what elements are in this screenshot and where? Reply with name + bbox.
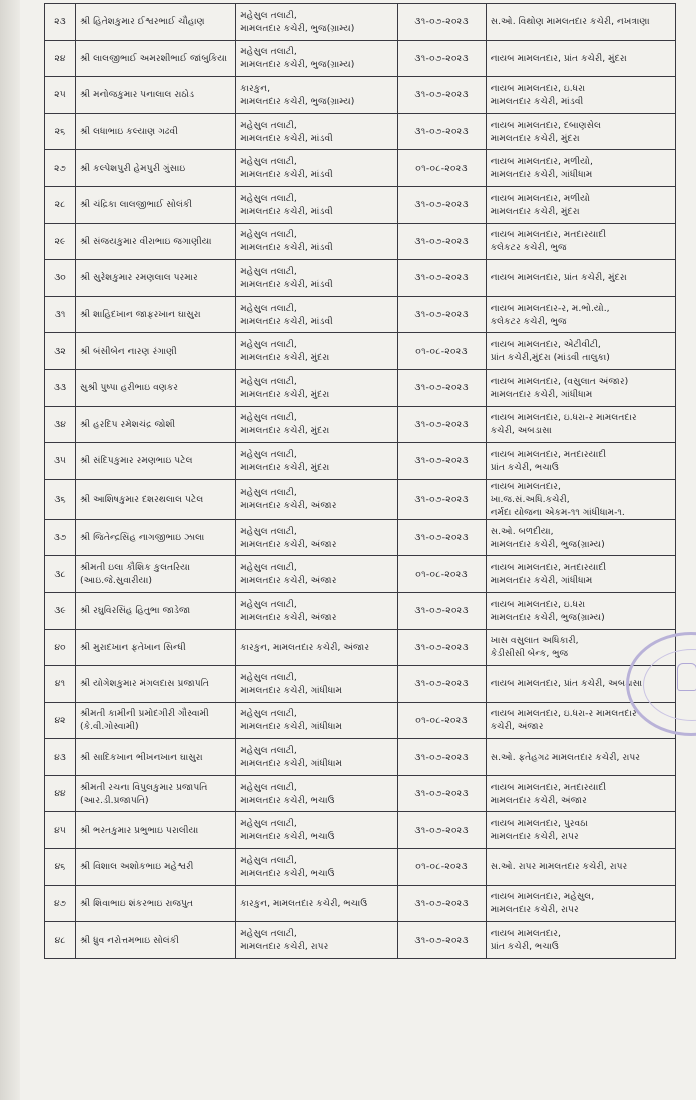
serial-number-cell: ૪૫ xyxy=(45,812,76,849)
new-posting-line: નાયબ મામલતદાર, પ્રાંત કચેરી, અબડાસા xyxy=(490,678,643,690)
current-post-line: મહેસુલ તલાટી, xyxy=(240,375,297,387)
date-cell: ૩૧-૦૭-૨૦૨૩ xyxy=(397,113,486,150)
serial-number-cell: ૪૪ xyxy=(45,775,76,812)
current-post-line: મહેસુલ તલાટી, xyxy=(240,745,297,757)
date-cell: ૦૧-૦૮-૨૦૨૩ xyxy=(397,556,486,593)
current-post-line: કારકુન, xyxy=(240,82,271,94)
new-posting-line: નાયબ મામલતદાર, મળીયો, xyxy=(490,156,593,168)
current-post-cell xyxy=(236,922,397,959)
table-row xyxy=(45,150,676,187)
employee-name-cell xyxy=(76,812,236,849)
date-cell: ૩૧-૦૭-૨૦૨૩ xyxy=(397,77,486,114)
date-cell: ૦૧-૦૮-૨૦૨૩ xyxy=(397,849,486,886)
employee-name-line: શ્રી લધાભાઇ કલ્યાણ ગઢવી xyxy=(80,126,178,138)
employee-name-cell xyxy=(76,77,236,114)
employee-name-cell xyxy=(76,113,236,150)
new-posting-line: નાયબ મામલતદાર, (વસુલાત અંજાર) xyxy=(490,375,629,387)
date-cell: ૩૧-૦૭-૨૦૨૩ xyxy=(397,40,486,77)
date-cell: ૩૧-૦૭-૨૦૨૩ xyxy=(397,629,486,666)
new-posting-cell xyxy=(486,113,675,150)
current-post-cell xyxy=(236,556,397,593)
current-post-line: મહેસુલ તલાટી, xyxy=(240,671,297,683)
employee-name-line: શ્રી આશિષકુમાર દશરથલાલ પટેલ xyxy=(80,493,204,505)
employee-name-cell xyxy=(76,556,236,593)
new-posting-line: મામલતદાર કચેરી, રાપર xyxy=(490,831,579,843)
date-cell: ૩૧-૦૭-૨૦૨૩ xyxy=(397,592,486,629)
current-post-line: મામલતદાર કચેરી, મુંદરા xyxy=(240,461,330,473)
employee-name-line: શ્રી ચંદ્રિકા લાલજીભાઈ સોલંકી xyxy=(80,199,193,211)
current-post-line: મામલતદાર કચેરી, ભચાઉ xyxy=(240,831,335,843)
new-posting-cell xyxy=(486,186,675,223)
new-posting-cell xyxy=(486,223,675,260)
new-posting-cell xyxy=(486,40,675,77)
new-posting-line: મામલતદાર કચેરી, મુંદરા xyxy=(490,132,580,144)
employee-name-line: શ્રી રઘુવિરસિંહ હિતુભા જાડેજા xyxy=(80,605,191,617)
new-posting-line: ખા.જ.સં.અધિ.કચેરી, xyxy=(490,493,570,505)
serial-number-cell: ૩૭ xyxy=(45,519,76,556)
new-posting-line: નાયબ મામલતદાર, મતદારયાદી xyxy=(490,562,607,574)
new-posting-line: નાયબ મામલતદાર, ઇ.ધરા xyxy=(490,82,586,94)
serial-number-cell: ૩૯ xyxy=(45,592,76,629)
current-post-line: મામલતદાર કચેરી, અંજાર xyxy=(240,575,337,587)
new-posting-cell xyxy=(486,849,675,886)
current-post-cell xyxy=(236,775,397,812)
date-cell: ૩૧-૦૭-૨૦૨૩ xyxy=(397,812,486,849)
employee-name-cell xyxy=(76,885,236,922)
table-row xyxy=(45,4,676,41)
current-post-cell xyxy=(236,223,397,260)
date-cell: ૩૧-૦૭-૨૦૨૩ xyxy=(397,4,486,41)
current-post-line: મહેસુલ તલાટી, xyxy=(240,302,297,314)
serial-number-cell: ૩૬ xyxy=(45,479,76,519)
new-posting-cell xyxy=(486,369,675,406)
new-posting-cell xyxy=(486,519,675,556)
date-cell: ૩૧-૦૭-૨૦૨૩ xyxy=(397,443,486,480)
table-row xyxy=(45,775,676,812)
new-posting-cell xyxy=(486,260,675,297)
employee-name-line: શ્રી હિતેશકુમાર ઈશ્વરભાઈ ચૌહાણ xyxy=(80,16,205,28)
new-posting-line: સ.ઓ. ફતેહગઢ મામલતદાર કચેરી, રાપર xyxy=(490,751,641,763)
date-cell: ૩૧-૦૭-૨૦૨૩ xyxy=(397,406,486,443)
employee-name-line: શ્રીમતી રચના વિપુલકુમાર પ્રજાપતિ xyxy=(80,781,208,793)
current-post-line: મામલતદાર કચેરી, ભુજ(ગ્રામ્ય) xyxy=(240,95,355,107)
employee-name-cell xyxy=(76,369,236,406)
current-post-cell xyxy=(236,369,397,406)
serial-number-cell: ૪૩ xyxy=(45,739,76,776)
employee-name-line: શ્રી ભરતકુમાર પ્રભુભાઇ પરાલીયા xyxy=(80,824,199,836)
new-posting-line: નાયબ મામલતદાર, મતદારયાદી xyxy=(490,781,607,793)
new-posting-cell xyxy=(486,922,675,959)
employee-name-line: શ્રી લાલજીભાઈ અમરશીભાઈ જાંબુકિયા xyxy=(80,52,228,64)
current-post-line: મહેસુલ તલાટી, xyxy=(240,525,297,537)
employee-name-cell xyxy=(76,702,236,739)
new-posting-line: નાયબ મામલતદાર, ઇ.ધરા-ર મામલતદાર xyxy=(490,412,637,424)
new-posting-line: મામલતદાર કચેરી, ગાંધીધામ xyxy=(490,169,593,181)
new-posting-line: ખાસ વસુલાત અધિકારી, xyxy=(490,635,579,647)
new-posting-line: મામલતદાર કચેરી, માંડવી xyxy=(490,95,584,107)
new-posting-line: નાયબ મામલતદાર, ઇ.ધરા-ર મામલતદાર xyxy=(490,708,637,720)
current-post-cell xyxy=(236,519,397,556)
new-posting-cell xyxy=(486,443,675,480)
employee-name-line: શ્રી વિશાલ અશોકભાઇ મહેશ્વરી xyxy=(80,861,194,873)
current-post-line: મહેસુલ તલાટી, xyxy=(240,598,297,610)
current-post-cell xyxy=(236,702,397,739)
new-posting-line: નાયબ મામલતદાર, મહેસુલ, xyxy=(490,891,595,903)
employee-name-line: (આર.ડી.પ્રજાપતિ) xyxy=(80,794,149,806)
new-posting-cell xyxy=(486,77,675,114)
table-row xyxy=(45,443,676,480)
current-post-cell xyxy=(236,333,397,370)
serial-number-cell: ૪૬ xyxy=(45,849,76,886)
table-row xyxy=(45,77,676,114)
current-post-line: મામલતદાર કચેરી, ગાંધીધામ xyxy=(240,758,343,770)
employee-name-cell xyxy=(76,666,236,703)
table-row xyxy=(45,369,676,406)
new-posting-line: નાયબ મામલતદાર, પુરવઠા xyxy=(490,818,588,830)
employee-name-cell xyxy=(76,519,236,556)
new-posting-line: મામલતદાર કચેરી, રાપર xyxy=(490,904,579,916)
serial-number-cell: ૨૯ xyxy=(45,223,76,260)
employee-name-cell xyxy=(76,849,236,886)
date-cell: ૩૧-૦૭-૨૦૨૩ xyxy=(397,186,486,223)
current-post-line: કારકુન, મામલતદાર કચેરી, ભચાઉ xyxy=(240,897,368,909)
new-posting-line: પ્રાંત કચેરી, ભચાઉ xyxy=(490,941,559,953)
employee-name-line: શ્રીમતી કામીની પ્રમોદગીરી ગૌસ્વામી xyxy=(80,708,209,720)
current-post-line: મામલતદાર કચેરી, ભચાઉ xyxy=(240,867,335,879)
employee-name-line: શ્રી ધ્રુવ નરોત્તમભાઇ સોલંકી xyxy=(80,934,179,946)
new-posting-line: સ.ઓ. રાપર મામલતદાર કચેરી, રાપર xyxy=(490,861,628,873)
current-post-line: મહેસુલ તલાટી, xyxy=(240,9,297,21)
current-post-line: મામલતદાર કચેરી, માંડવી xyxy=(240,278,333,290)
current-post-line: કારકુન, મામલતદાર કચેરી, અંજાર xyxy=(240,641,370,653)
table-row xyxy=(45,479,676,519)
table-row xyxy=(45,666,676,703)
current-post-line: મહેસુલ તલાટી, xyxy=(240,818,297,830)
new-posting-line: નાયબ મામલતદાર-ર, મ.ભો.યો., xyxy=(490,302,610,314)
table-row xyxy=(45,556,676,593)
serial-number-cell: ૪૧ xyxy=(45,666,76,703)
current-post-line: મહેસુલ તલાટી, xyxy=(240,781,297,793)
new-posting-cell xyxy=(486,592,675,629)
new-posting-line: નાયબ મામલતદાર, xyxy=(490,928,561,940)
employee-name-line: સુશ્રી પુષ્પા હરીભાઇ વણકર xyxy=(80,382,179,394)
new-posting-line: કલેકટર કચેરી, ભુજ xyxy=(490,242,567,254)
employee-name-cell xyxy=(76,479,236,519)
new-posting-line: પ્રાંત કચેરી,મુંદરા (માંડવી તાલુકા) xyxy=(490,352,610,364)
employee-name-cell xyxy=(76,406,236,443)
current-post-line: મહેસુલ તલાટી, xyxy=(240,156,297,168)
current-post-line: મામલતદાર કચેરી, ભચાઉ xyxy=(240,794,335,806)
employee-name-cell xyxy=(76,775,236,812)
current-post-line: મામલતદાર કચેરી, મુંદરા xyxy=(240,352,330,364)
transfer-order-table xyxy=(44,3,676,959)
new-posting-cell xyxy=(486,739,675,776)
table-body xyxy=(45,4,676,959)
current-post-line: મામલતદાર કચેરી, માંડવી xyxy=(240,169,333,181)
new-posting-cell xyxy=(486,812,675,849)
date-cell: ૩૧-૦૭-૨૦૨૩ xyxy=(397,479,486,519)
current-post-cell xyxy=(236,812,397,849)
national-emblem-icon xyxy=(677,663,696,691)
current-post-line: મહેસુલ તલાટી, xyxy=(240,448,297,460)
new-posting-line: મામલતદાર કચેરી, મુંદરા xyxy=(490,205,580,217)
serial-number-cell: ૩૮ xyxy=(45,556,76,593)
new-posting-line: પ્રાંત કચેરી, ભચાઉ xyxy=(490,461,559,473)
employee-name-line: શ્રી યોગેશકુમાર મંગલદાસ પ્રજાપતિ xyxy=(80,678,209,690)
current-post-cell xyxy=(236,666,397,703)
employee-name-line: શ્રીમતી ઇલા કૌશિક કુલતરિયા xyxy=(80,562,190,574)
employee-name-line: શ્રી જિતેન્દ્રસિંહ નાગજીભાઇ ઝાલા xyxy=(80,532,205,544)
new-posting-line: કલેકટર કચેરી, ભુજ xyxy=(490,315,567,327)
table-row xyxy=(45,812,676,849)
employee-name-cell xyxy=(76,443,236,480)
employee-name-line: શ્રી હરદિપ રમેશચંદ્ર જોશી xyxy=(80,418,176,430)
employee-name-cell xyxy=(76,922,236,959)
current-post-line: મામલતદાર કચેરી, મુંદરા xyxy=(240,388,330,400)
current-post-cell xyxy=(236,739,397,776)
current-post-cell xyxy=(236,186,397,223)
new-posting-line: નાયબ મામલતદાર, પ્રાંત કચેરી, મુંદરા xyxy=(490,52,627,64)
new-posting-line: મામલતદાર કચેરી, ભુજ(ગ્રામ્ય) xyxy=(490,611,605,623)
current-post-line: મામલતદાર કચેરી, અંજાર xyxy=(240,611,337,623)
current-post-cell xyxy=(236,113,397,150)
table-row xyxy=(45,922,676,959)
serial-number-cell: ૨૮ xyxy=(45,186,76,223)
employee-name-cell xyxy=(76,333,236,370)
current-post-line: મહેસુલ તલાટી, xyxy=(240,119,297,131)
current-post-line: મહેસુલ તલાટી, xyxy=(240,854,297,866)
date-cell: ૩૧-૦૭-૨૦૨૩ xyxy=(397,922,486,959)
current-post-cell xyxy=(236,479,397,519)
employee-name-cell xyxy=(76,592,236,629)
new-posting-line: મામલતદાર કચેરી, ગાંધીધામ xyxy=(490,388,593,400)
current-post-line: મામલતદાર કચેરી, માંડવી xyxy=(240,315,333,327)
current-post-line: મહેસુલ તલાટી, xyxy=(240,708,297,720)
new-posting-cell xyxy=(486,4,675,41)
current-post-line: મામલતદાર કચેરી, મુંદરા xyxy=(240,425,330,437)
current-post-line: મામલતદાર કચેરી, ભુજ(ગ્રામ્ય) xyxy=(240,59,355,71)
table-row xyxy=(45,296,676,333)
new-posting-cell xyxy=(486,333,675,370)
new-posting-line: નાયબ મામલતદાર, ઇ.ધરા xyxy=(490,598,586,610)
serial-number-cell: ૪૮ xyxy=(45,922,76,959)
employee-name-line: શ્રી સુરેશકુમાર રમણલાલ પરમાર xyxy=(80,272,198,284)
table-row xyxy=(45,702,676,739)
new-posting-line: નાયબ મામલતદાર, પ્રાંત કચેરી, મુંદરા xyxy=(490,272,627,284)
current-post-cell xyxy=(236,629,397,666)
current-post-line: મામલતદાર કચેરી, માંડવી xyxy=(240,205,333,217)
current-post-line: મામલતદાર કચેરી, ગાંધીધામ xyxy=(240,721,343,733)
current-post-line: મહેસુલ તલાટી, xyxy=(240,229,297,241)
serial-number-cell: ૩૦ xyxy=(45,260,76,297)
new-posting-cell xyxy=(486,406,675,443)
new-posting-line: નાયબ મામલતદાર, મળીયો xyxy=(490,192,590,204)
date-cell: ૩૧-૦૭-૨૦૨૩ xyxy=(397,296,486,333)
current-post-cell xyxy=(236,260,397,297)
employee-name-cell xyxy=(76,629,236,666)
employee-name-cell xyxy=(76,4,236,41)
current-post-line: મામલતદાર કચેરી, ભુજ(ગ્રામ્ય) xyxy=(240,22,355,34)
table-row xyxy=(45,739,676,776)
serial-number-cell: ૪૦ xyxy=(45,629,76,666)
employee-name-cell xyxy=(76,186,236,223)
table-row xyxy=(45,519,676,556)
new-posting-line: કચેરી, અબડાસા xyxy=(490,425,552,437)
serial-number-cell: ૩૪ xyxy=(45,406,76,443)
table-row xyxy=(45,849,676,886)
serial-number-cell: ૨૬ xyxy=(45,113,76,150)
current-post-cell xyxy=(236,296,397,333)
table-row xyxy=(45,406,676,443)
current-post-line: મામલતદાર કચેરી, અંજાર xyxy=(240,538,337,550)
new-posting-cell xyxy=(486,556,675,593)
new-posting-line: નાયબ મામલતદાર, મતદારયાદી xyxy=(490,229,607,241)
current-post-cell xyxy=(236,40,397,77)
employee-name-cell xyxy=(76,223,236,260)
current-post-cell xyxy=(236,4,397,41)
employee-name-cell xyxy=(76,739,236,776)
new-posting-line: મામલતદાર કચેરી, ભુજ(ગ્રામ્ય) xyxy=(490,538,605,550)
table-row xyxy=(45,113,676,150)
serial-number-cell: ૩૧ xyxy=(45,296,76,333)
current-post-cell xyxy=(236,885,397,922)
new-posting-line: નાયબ મામલતદાર, એટીવીટી, xyxy=(490,339,601,351)
current-post-cell xyxy=(236,849,397,886)
date-cell: ૩૧-૦૭-૨૦૨૩ xyxy=(397,739,486,776)
new-posting-line: નાયબ મામલતદાર, xyxy=(490,480,561,492)
table-row xyxy=(45,260,676,297)
serial-number-cell: ૪૨ xyxy=(45,702,76,739)
current-post-line: મહેસુલ તલાટી, xyxy=(240,46,297,58)
new-posting-cell xyxy=(486,479,675,519)
current-post-line: મામલતદાર કચેરી, અંજાર xyxy=(240,500,337,512)
employee-name-line: (આઇ.જે.સુવારીયા) xyxy=(80,575,152,587)
new-posting-line: નાયબ મામલતદાર, દબાણસેલ xyxy=(490,119,602,131)
new-posting-line: કચેરી, અંજાર xyxy=(490,721,544,733)
new-posting-cell xyxy=(486,150,675,187)
table-row xyxy=(45,333,676,370)
current-post-line: મહેસુલ તલાટી, xyxy=(240,487,297,499)
serial-number-cell: ૨૪ xyxy=(45,40,76,77)
current-post-cell xyxy=(236,150,397,187)
employee-name-line: શ્રી બંસીબેન નારણ રંગાણી xyxy=(80,345,177,357)
employee-name-line: શ્રી મનોજકુમાર પનાલાલ રાઠોડ xyxy=(80,89,195,101)
new-posting-line: કેડીસીસી બેન્ક, ભુજ xyxy=(490,648,569,660)
current-post-line: મહેસુલ તલાટી, xyxy=(240,412,297,424)
current-post-line: મામલતદાર કચેરી, માંડવી xyxy=(240,242,333,254)
current-post-line: મહેસુલ તલાટી, xyxy=(240,339,297,351)
employee-name-line: શ્રી સંજયકુમાર વીરાભાઇ જગાણીયા xyxy=(80,235,212,247)
date-cell: ૩૧-૦૭-૨૦૨૩ xyxy=(397,519,486,556)
date-cell: ૦૧-૦૮-૨૦૨૩ xyxy=(397,150,486,187)
current-post-line: મામલતદાર કચેરી, રાપર xyxy=(240,941,329,953)
employee-name-line: શ્રી કલ્પેશપુરી હેમપુરી ગુંસાઇ xyxy=(80,162,186,174)
date-cell: ૩૧-૦૭-૨૦૨૩ xyxy=(397,260,486,297)
date-cell: ૩૧-૦૭-૨૦૨૩ xyxy=(397,223,486,260)
new-posting-line: નર્મદા યોજના એકમ-૧૧ ગાંધીધામ-૧. xyxy=(490,506,625,518)
employee-name-line: શ્રી સાદિકખાન ભીખનખાન ઘાસુરા xyxy=(80,751,203,763)
new-posting-line: સ.ઓ. બળદીયા, xyxy=(490,525,554,537)
employee-name-cell xyxy=(76,150,236,187)
employee-name-line: (કે.વી.ગોસ્વામી) xyxy=(80,721,139,733)
serial-number-cell: ૩૨ xyxy=(45,333,76,370)
table-row xyxy=(45,629,676,666)
new-posting-cell xyxy=(486,885,675,922)
new-posting-line: સ.ઓ. વિથોણ મામલતદાર કચેરી, નખત્રાણા xyxy=(490,16,650,28)
employee-name-line: શ્રી શિવાભાઇ શંકરભાઇ રાજપુત xyxy=(80,897,194,909)
new-posting-line: નાયબ મામલતદાર, મતદારયાદી xyxy=(490,448,607,460)
current-post-cell xyxy=(236,443,397,480)
current-post-line: મહેસુલ તલાટી, xyxy=(240,928,297,940)
serial-number-cell: ૨૭ xyxy=(45,150,76,187)
date-cell: ૩૧-૦૭-૨૦૨૩ xyxy=(397,775,486,812)
employee-name-line: શ્રી સંદિપકુમાર રમણભાઇ પટેલ xyxy=(80,455,193,467)
current-post-line: મહેસુલ તલાટી, xyxy=(240,265,297,277)
date-cell: ૦૧-૦૮-૨૦૨૩ xyxy=(397,333,486,370)
current-post-line: મામલતદાર કચેરી, ગાંધીધામ xyxy=(240,684,343,696)
new-posting-line: મામલતદાર કચેરી, અંજાર xyxy=(490,794,587,806)
page-edge-shadow xyxy=(0,0,20,1100)
current-post-line: મહેસુલ તલાટી, xyxy=(240,562,297,574)
date-cell: ૩૧-૦૭-૨૦૨૩ xyxy=(397,369,486,406)
employee-name-line: શ્રી મુરાદખાન ફતેખાન સિન્ધી xyxy=(80,641,186,653)
current-post-line: મહેસુલ તલાટી, xyxy=(240,192,297,204)
table-row xyxy=(45,223,676,260)
current-post-cell xyxy=(236,406,397,443)
employee-name-cell xyxy=(76,296,236,333)
employee-name-cell xyxy=(76,40,236,77)
current-post-line: મામલતદાર કચેરી, માંડવી xyxy=(240,132,333,144)
current-post-cell xyxy=(236,77,397,114)
table-row xyxy=(45,885,676,922)
date-cell: ૩૧-૦૭-૨૦૨૩ xyxy=(397,885,486,922)
serial-number-cell: ૪૭ xyxy=(45,885,76,922)
date-cell: ૩૧-૦૭-૨૦૨૩ xyxy=(397,666,486,703)
serial-number-cell: ૩૩ xyxy=(45,369,76,406)
date-cell: ૦૧-૦૮-૨૦૨૩ xyxy=(397,702,486,739)
serial-number-cell: ૨૫ xyxy=(45,77,76,114)
table-row xyxy=(45,186,676,223)
current-post-cell xyxy=(236,592,397,629)
employee-name-cell xyxy=(76,260,236,297)
table-row xyxy=(45,40,676,77)
new-posting-line: મામલતદાર કચેરી, ગાંધીધામ xyxy=(490,575,593,587)
new-posting-cell xyxy=(486,775,675,812)
new-posting-cell xyxy=(486,296,675,333)
employee-name-line: શ્રી શાહિદખાન જાફરખાન ઘાસુરા xyxy=(80,309,201,321)
serial-number-cell: ૨૩ xyxy=(45,4,76,41)
table-row xyxy=(45,592,676,629)
serial-number-cell: ૩૫ xyxy=(45,443,76,480)
